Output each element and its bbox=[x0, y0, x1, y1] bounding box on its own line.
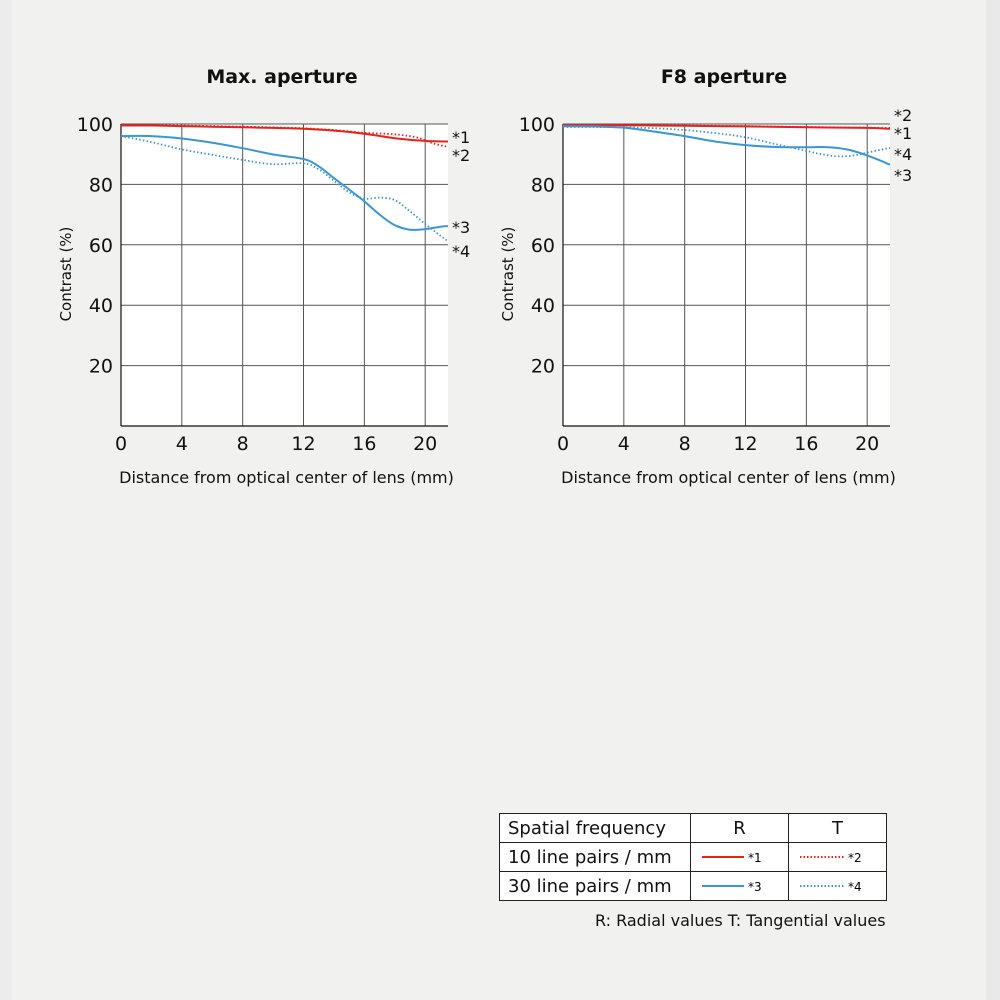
legend-row-label: 30 line pairs / mm bbox=[500, 872, 691, 901]
y-tick-label: 60 bbox=[530, 234, 555, 257]
chart-panel bbox=[57, 66, 470, 487]
solid-line-sample bbox=[700, 849, 780, 865]
y-tick-label: 40 bbox=[530, 295, 555, 318]
legend-row-10lp bbox=[500, 843, 887, 872]
series-label: *1 bbox=[894, 124, 913, 143]
x-tick-label: 8 bbox=[678, 433, 691, 455]
legend-note: R: Radial values T: Tangential values bbox=[595, 911, 886, 930]
series-label: *4 bbox=[894, 145, 913, 164]
chart-title: F8 aperture bbox=[660, 66, 788, 88]
x-tick-label: 4 bbox=[617, 433, 630, 455]
series-label: *2 bbox=[894, 106, 913, 125]
legend-col-r: R bbox=[691, 814, 789, 843]
legend-row-30lp bbox=[500, 872, 887, 901]
y-tick-label: 100 bbox=[76, 114, 113, 136]
y-tick-label: 20 bbox=[530, 355, 555, 378]
plot-area bbox=[121, 124, 448, 426]
y-tick-label: 20 bbox=[88, 355, 113, 378]
legend-row-label: 10 line pairs / mm bbox=[500, 843, 691, 872]
y-tick-label: 80 bbox=[88, 174, 113, 197]
x-tick-label: 16 bbox=[794, 433, 819, 455]
legend-tag: *4 bbox=[847, 880, 862, 894]
chart-panel bbox=[499, 66, 912, 487]
x-tick-label: 20 bbox=[413, 433, 438, 455]
legend-tag: *2 bbox=[847, 851, 862, 865]
x-axis-label: Distance from optical center of lens (mm) bbox=[561, 468, 896, 487]
x-tick-label: 12 bbox=[733, 433, 758, 455]
y-tick-label: 60 bbox=[88, 234, 113, 257]
y-axis-label: Contrast (%) bbox=[57, 226, 75, 322]
x-tick-label: 0 bbox=[556, 433, 570, 455]
series-label: *1 bbox=[452, 128, 471, 147]
x-tick-label: 12 bbox=[291, 433, 316, 455]
plot-area bbox=[563, 124, 890, 426]
chart-title: Max. aperture bbox=[206, 66, 358, 88]
series-label: *3 bbox=[452, 218, 471, 237]
x-tick-label: 16 bbox=[352, 433, 377, 455]
legend-sample-r-30 bbox=[691, 872, 789, 901]
x-tick-label: 20 bbox=[855, 433, 880, 455]
legend-tag: *3 bbox=[747, 880, 762, 894]
legend-table bbox=[499, 813, 887, 901]
y-tick-label: 100 bbox=[518, 114, 555, 136]
x-axis-label: Distance from optical center of lens (mm) bbox=[119, 468, 454, 487]
series-label: *3 bbox=[894, 166, 913, 185]
legend-tag: *1 bbox=[747, 851, 762, 865]
legend-header-label: Spatial frequency bbox=[500, 814, 691, 843]
x-tick-label: 0 bbox=[114, 433, 128, 455]
x-tick-label: 8 bbox=[236, 433, 249, 455]
series-label: *4 bbox=[452, 242, 471, 261]
legend-sample-r-10 bbox=[691, 843, 789, 872]
x-tick-label: 4 bbox=[175, 433, 188, 455]
y-tick-label: 40 bbox=[88, 295, 113, 318]
legend-col-t: T bbox=[789, 814, 887, 843]
y-tick-label: 80 bbox=[530, 174, 555, 197]
dotted-line-sample bbox=[798, 878, 878, 894]
solid-line-sample bbox=[700, 878, 780, 894]
legend-sample-t-30 bbox=[789, 872, 887, 901]
dotted-line-sample bbox=[798, 849, 878, 865]
legend-sample-t-10 bbox=[789, 843, 887, 872]
legend-header-row bbox=[500, 814, 887, 843]
y-axis-label: Contrast (%) bbox=[499, 226, 517, 322]
series-label: *2 bbox=[452, 146, 471, 165]
